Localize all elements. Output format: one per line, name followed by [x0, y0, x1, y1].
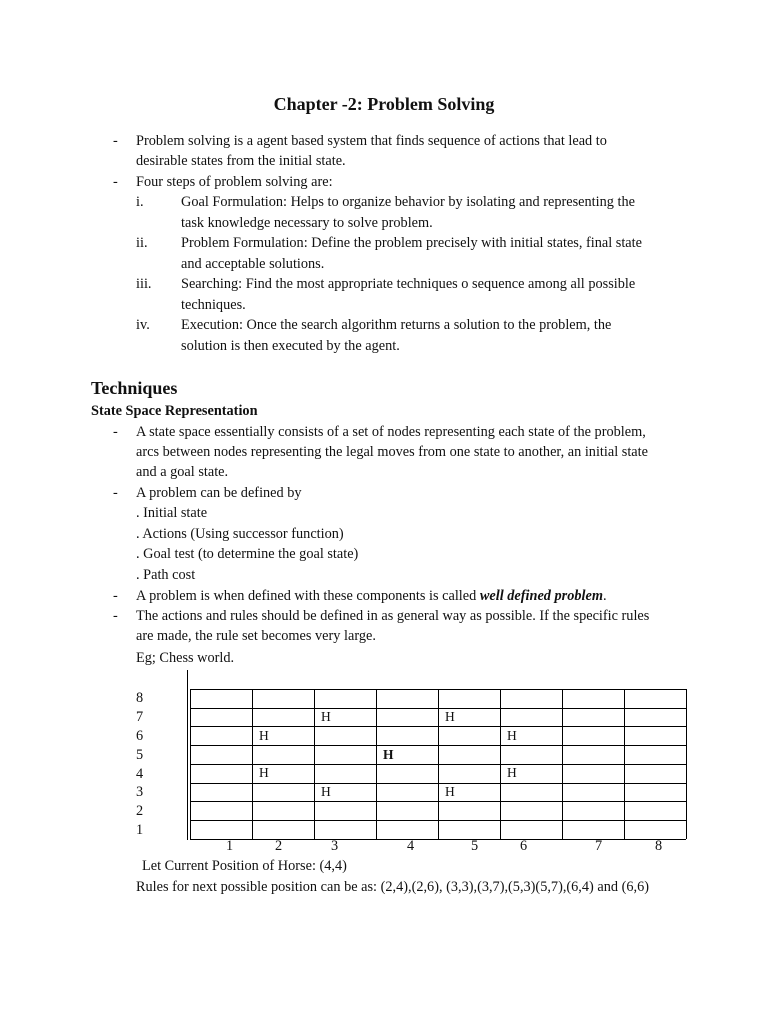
step-text-line-2: solution is then executed by the agent.: [181, 338, 400, 354]
horse-current-mark: H: [383, 746, 394, 762]
state-space-line-3: and a goal state.: [136, 464, 229, 480]
column-label: 4: [407, 838, 415, 854]
step-number: ii.: [136, 235, 148, 251]
rules-general-line-2: are made, the rule set becomes very large.: [136, 628, 376, 644]
well-defined-emphasis: well defined problem: [479, 588, 603, 604]
horse-move-mark: H: [321, 709, 331, 725]
step-number: i.: [136, 194, 144, 210]
horse-move-mark: H: [507, 727, 517, 743]
bullet-dash: -: [113, 424, 118, 440]
horse-move-mark: H: [259, 727, 269, 743]
column-label: 2: [275, 838, 283, 854]
bullet-dash: -: [113, 588, 118, 604]
grid-v-line: [562, 689, 563, 839]
column-label: 6: [520, 838, 528, 854]
row-label: 2: [136, 803, 144, 819]
horse-move-mark: H: [259, 765, 269, 781]
row-label: 8: [136, 690, 144, 706]
step-number: iii.: [136, 276, 152, 292]
component-item: . Initial state: [136, 505, 208, 521]
column-label: 5: [471, 838, 479, 854]
step-text-line-2: task knowledge necessary to solve problem.: [181, 215, 433, 231]
row-label: 5: [136, 747, 144, 763]
row-label: 7: [136, 709, 144, 725]
intro-bullet-2: Four steps of problem solving are:: [136, 174, 333, 190]
grid-v-line: [686, 689, 687, 839]
section-heading-techniques: Techniques: [91, 378, 178, 398]
grid-v-line: [624, 689, 625, 839]
component-item: . Path cost: [136, 567, 196, 583]
step-text-line-2: and acceptable solutions.: [181, 256, 325, 272]
well-defined-prefix: A problem is when defined with these components is called: [136, 588, 480, 604]
grid-v-line: [252, 689, 253, 839]
subheading-state-space: State Space Representation: [91, 403, 258, 419]
problem-defined-by: A problem can be defined by: [136, 485, 302, 501]
row-label: 1: [136, 822, 144, 838]
column-label: 8: [655, 838, 663, 854]
grid-h-line: [190, 839, 686, 840]
grid-v-line: [376, 689, 377, 839]
row-label: 6: [136, 728, 144, 744]
chess-example-label: Eg; Chess world.: [136, 650, 235, 666]
row-label: 3: [136, 784, 144, 800]
bullet-dash: -: [113, 608, 118, 624]
component-item: . Actions (Using successor function): [136, 526, 344, 542]
page-title: Chapter -2: Problem Solving: [273, 94, 495, 114]
step-number: iv.: [136, 317, 150, 333]
horse-move-mark: H: [445, 784, 455, 799]
column-label: 1: [226, 838, 234, 854]
row-label: 4: [136, 766, 144, 782]
step-text-line-1: Problem Formulation: Define the problem precisely with initial states, final state: [181, 235, 642, 251]
current-position: Let Current Position of Horse: (4,4): [142, 858, 347, 874]
state-space-line-2: arcs between nodes representing the legal moves from one state to another, an initial state: [136, 444, 648, 460]
component-item: . Goal test (to determine the goal state): [136, 546, 359, 562]
step-text-line-1: Execution: Once the search algorithm returns a solution to the problem, the: [181, 317, 612, 333]
horse-move-mark: H: [321, 784, 331, 799]
column-label: 7: [595, 838, 603, 854]
grid-v-line: [438, 689, 439, 839]
grid-v-line: [500, 689, 501, 839]
column-label: 3: [331, 838, 339, 854]
step-text-line-2: techniques.: [181, 297, 246, 313]
horse-move-mark: H: [507, 765, 517, 781]
horse-move-mark: H: [445, 709, 455, 725]
state-space-line-1: A state space essentially consists of a set of nodes representing each state of the problem,: [136, 424, 646, 440]
grid-v-line: [314, 689, 315, 839]
intro-bullet-1-line-2: desirable states from the initial state.: [136, 153, 346, 169]
well-defined-suffix: .: [602, 588, 607, 604]
step-text-line-1: Searching: Find the most appropriate techniques o sequence among all possible: [181, 276, 636, 292]
rules-general-line-1: The actions and rules should be defined in as general way as possible. If the specific rules: [136, 608, 650, 624]
rules-next-positions: Rules for next possible position can be as: (2,4),(2,6), (3,3),(3,7),(5,3)(5,7),(6,4) and (6,6): [136, 879, 649, 895]
grid-v-line: [190, 689, 191, 839]
y-axis-line: [187, 670, 188, 840]
bullet-dash: -: [113, 174, 118, 190]
bullet-dash: -: [113, 133, 118, 149]
intro-bullet-1-line-1: Problem solving is a agent based system that finds sequence of actions that lead to: [136, 133, 607, 149]
step-text-line-1: Goal Formulation: Helps to organize behavior by isolating and representing the: [181, 194, 635, 210]
bullet-dash: -: [113, 485, 118, 501]
